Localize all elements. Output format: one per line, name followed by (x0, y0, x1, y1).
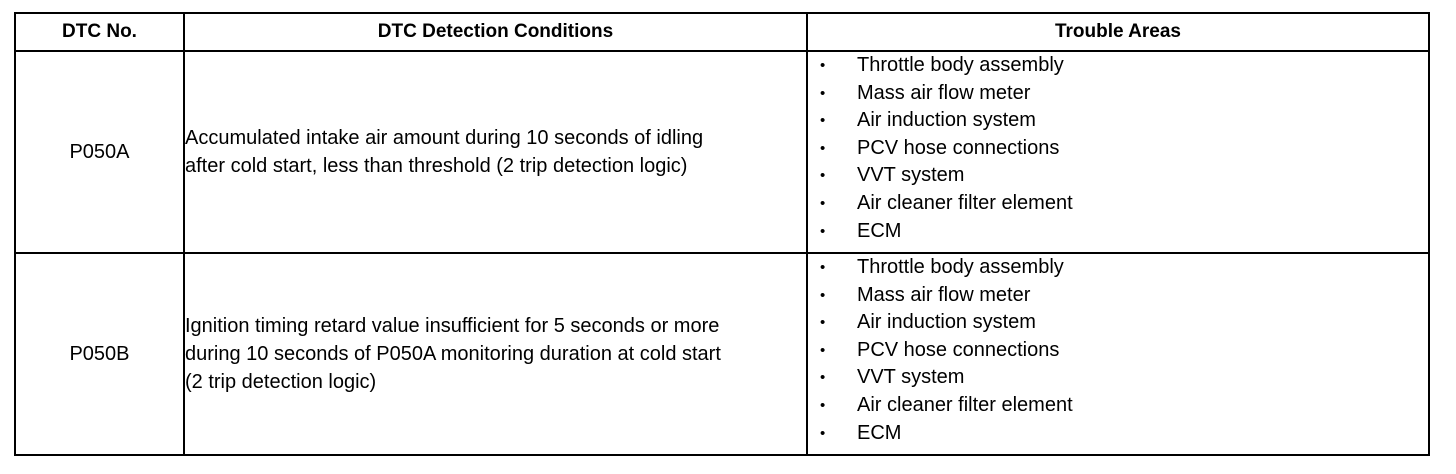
trouble-area-text: PCV hose connections (857, 136, 1060, 159)
header-dtc-no: DTC No. (15, 13, 184, 51)
bullet-icon: • (820, 424, 826, 442)
bullet-icon: • (820, 112, 826, 130)
bullet-icon: • (820, 139, 826, 157)
trouble-area-text: ECM (857, 421, 902, 444)
dtc-code: P050B (15, 253, 184, 455)
trouble-area-text: Air induction system (857, 109, 1036, 132)
list-item (808, 80, 1428, 108)
dtc-table (14, 12, 1430, 456)
list-item (808, 254, 1428, 282)
trouble-area-text: ECM (857, 219, 902, 242)
trouble-area-text: PCV hose connections (857, 338, 1060, 361)
trouble-areas-cell (807, 51, 1429, 253)
table-row (15, 253, 1429, 455)
table-row (15, 51, 1429, 253)
bullet-icon: • (820, 167, 826, 185)
bullet-icon: • (820, 259, 826, 276)
trouble-area-text: Mass air flow meter (857, 283, 1031, 306)
bullet-icon: • (820, 314, 826, 332)
list-item (808, 364, 1428, 392)
list-item (808, 218, 1428, 246)
bullet-icon: • (820, 194, 826, 212)
list-item (808, 107, 1428, 135)
bullet-icon: • (820, 57, 826, 74)
dtc-code: P050A (15, 51, 184, 253)
list-item (808, 309, 1428, 337)
trouble-area-text: Mass air flow meter (857, 81, 1031, 104)
bullet-icon: • (820, 369, 826, 387)
list-item (808, 190, 1428, 218)
trouble-areas-list (808, 52, 1428, 245)
list-item (808, 337, 1428, 365)
list-item (808, 282, 1428, 310)
detection-condition (184, 51, 807, 253)
bullet-icon: • (820, 286, 826, 304)
list-item (808, 135, 1428, 163)
list-item (808, 392, 1428, 420)
trouble-area-text: Air induction system (857, 311, 1036, 334)
trouble-area-text: VVT system (857, 366, 965, 389)
header-trouble-areas: Trouble Areas (807, 13, 1429, 51)
trouble-area-text: Throttle body assembly (857, 256, 1064, 278)
trouble-areas-list (808, 254, 1428, 447)
condition-text: Accumulated intake air amount during 10 seconds of idling after cold start, less than threshold (2 trip detection logic) (185, 127, 704, 177)
bullet-icon: • (820, 341, 826, 359)
bullet-icon: • (820, 84, 826, 102)
list-item (808, 420, 1428, 448)
trouble-area-text: Air cleaner filter element (857, 191, 1073, 214)
list-item (808, 162, 1428, 190)
trouble-area-text: VVT system (857, 164, 965, 187)
bullet-icon: • (820, 396, 826, 414)
table-header (15, 13, 1429, 51)
condition-text: Ignition timing retard value insufficient for 5 seconds or more during 10 seconds of P050A monitoring duration at cold start (2 trip detection logic) (185, 315, 721, 393)
header-detection-conditions: DTC Detection Conditions (184, 13, 807, 51)
trouble-area-text: Throttle body assembly (857, 54, 1064, 76)
detection-condition (184, 253, 807, 455)
bullet-icon: • (820, 222, 826, 240)
list-item (808, 52, 1428, 80)
trouble-area-text: Air cleaner filter element (857, 393, 1073, 416)
trouble-areas-cell (807, 253, 1429, 455)
